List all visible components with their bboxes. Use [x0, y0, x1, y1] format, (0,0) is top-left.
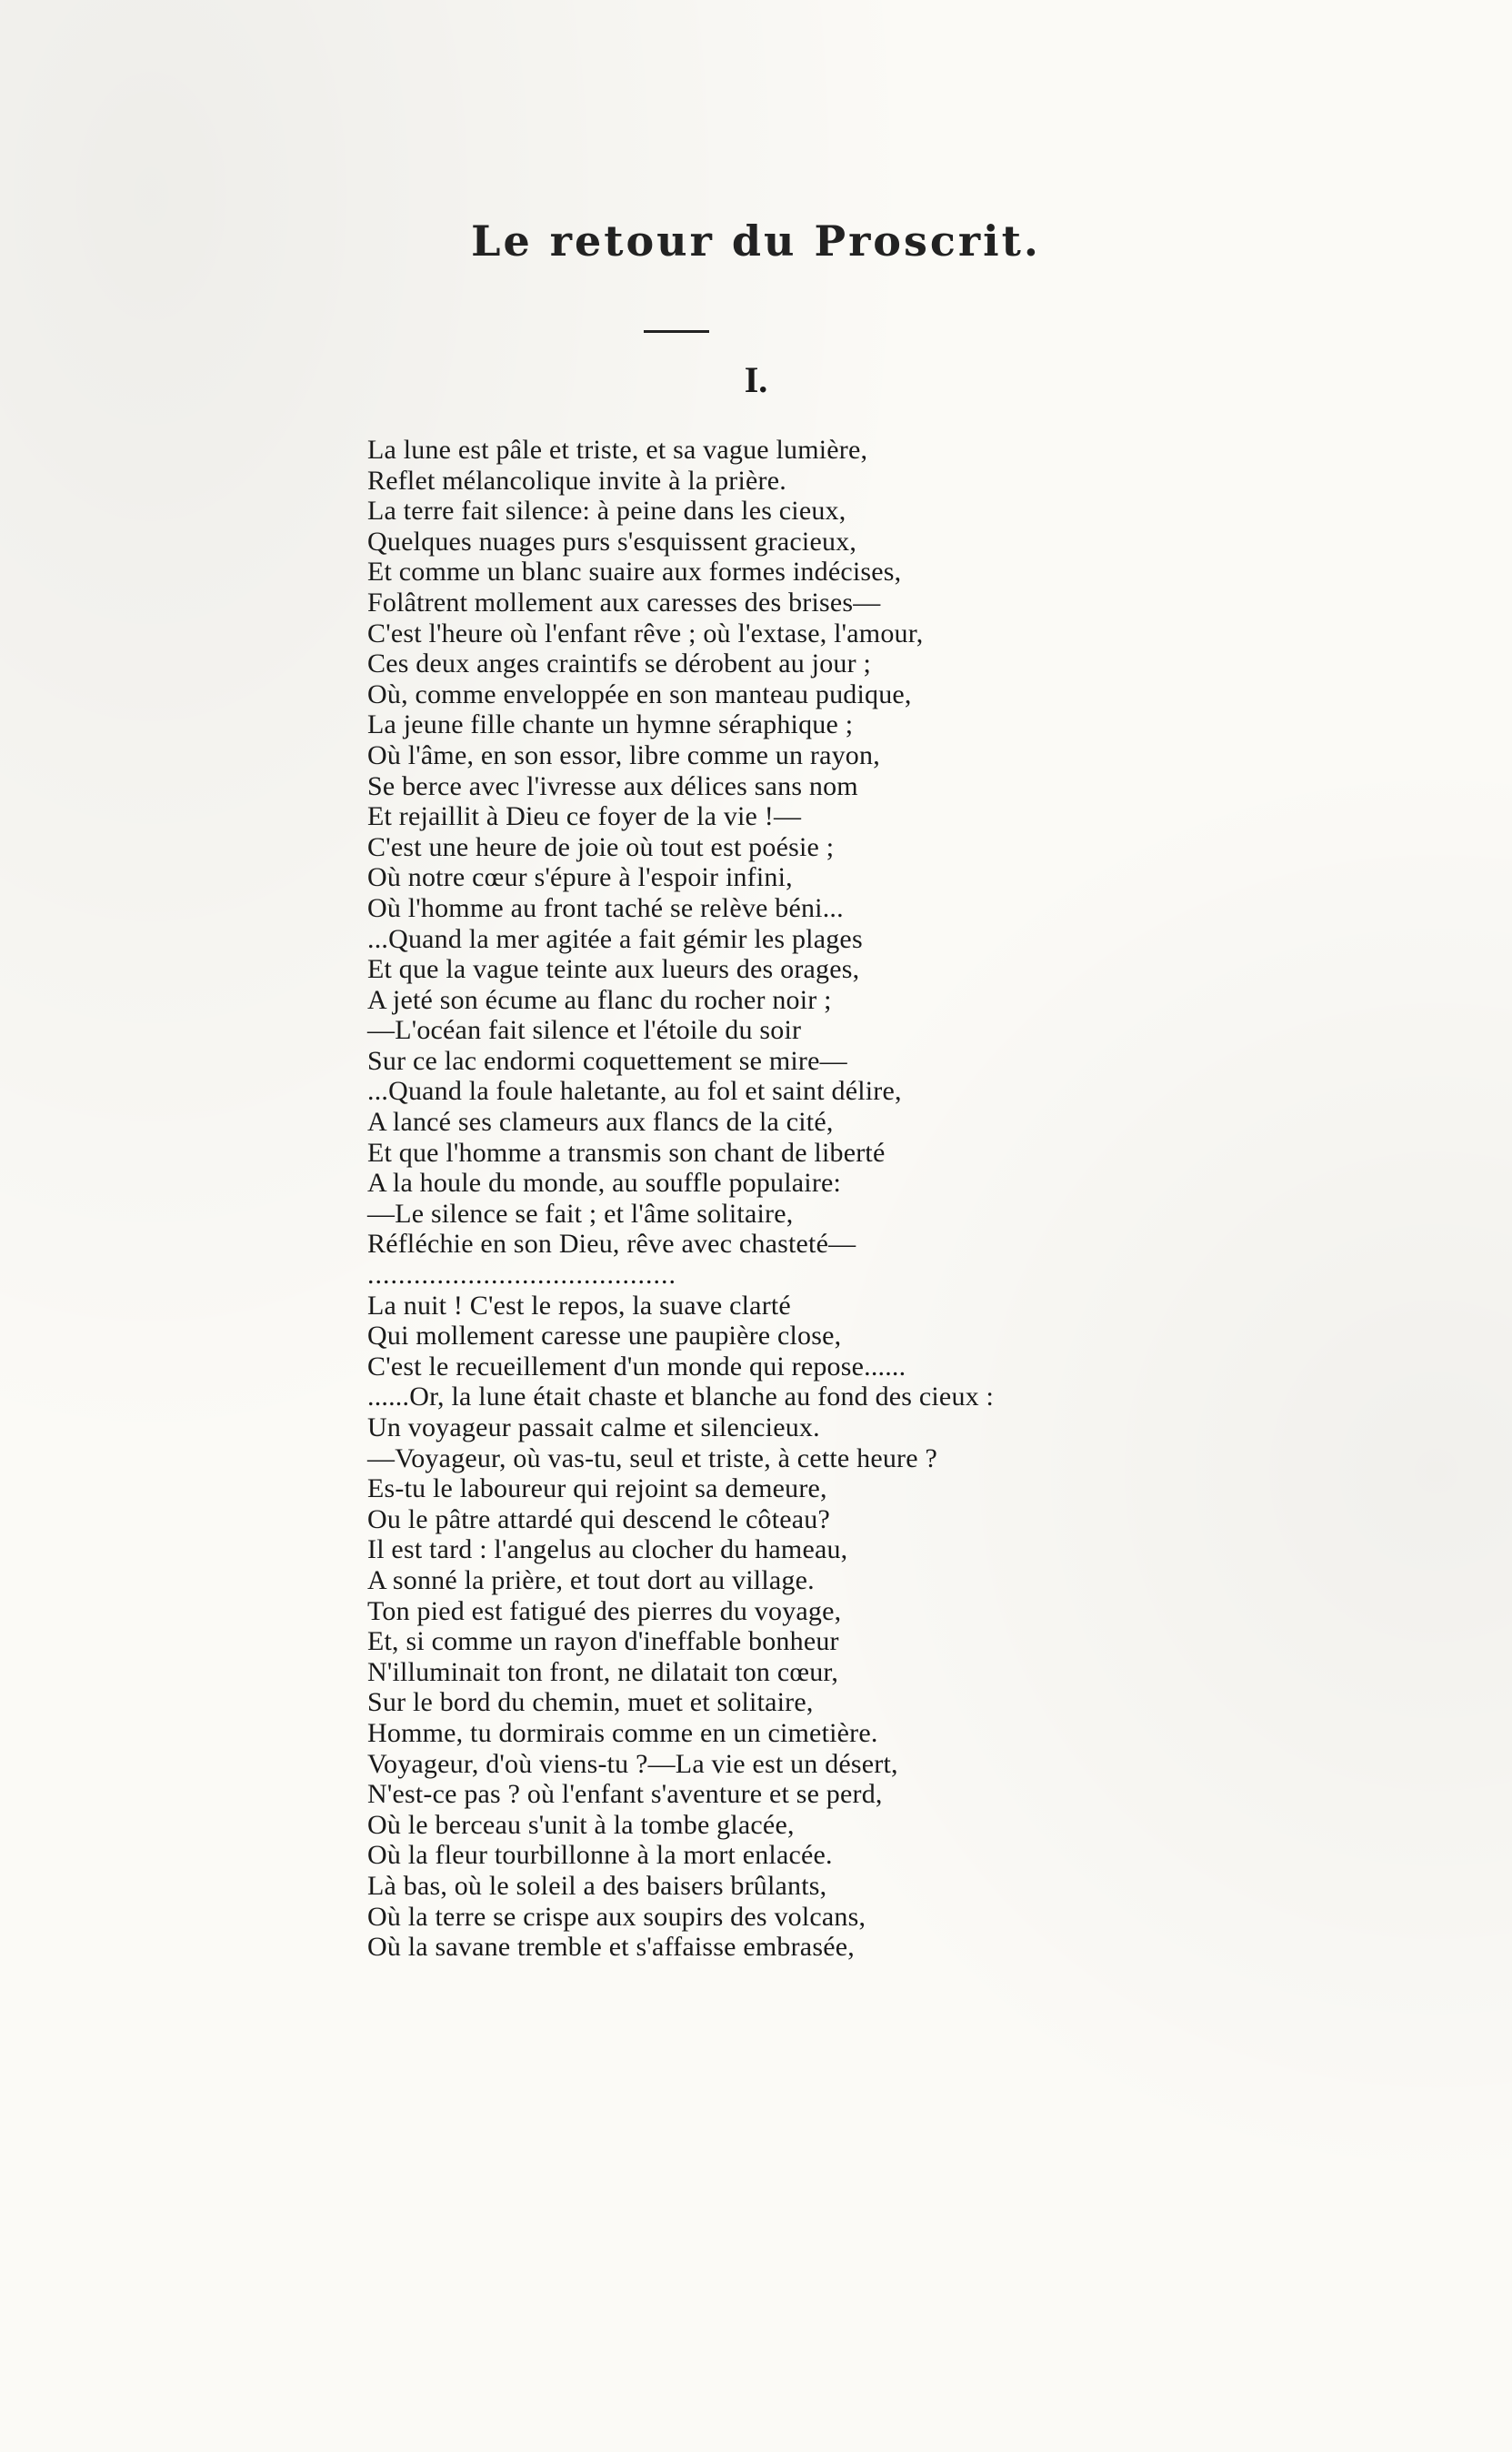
- verse-line: Réfléchie en son Dieu, rêve avec chasteté—: [367, 1229, 856, 1260]
- verse-line: Et rejaillit à Dieu ce foyer de la vie !—: [367, 801, 802, 832]
- title-divider: [644, 330, 709, 333]
- verse-line: Un voyageur passait calme et silencieux.: [367, 1412, 820, 1442]
- verse-line: Et que la vague teinte aux lueurs des orages,: [367, 954, 860, 985]
- verse-line: Où la savane tremble et s'affaisse embrasée,: [367, 1932, 855, 1963]
- verse-line: Qui mollement caresse une paupière close,: [367, 1321, 842, 1352]
- verse-line: A lancé ses clameurs aux flancs de la cité,: [367, 1107, 834, 1138]
- verse-line: Reflet mélancolique invite à la prière.: [367, 465, 786, 496]
- verse-line: Ou le pâtre attardé qui descend le côteau?: [367, 1503, 830, 1534]
- verse-line: Et, si comme un rayon d'ineffable bonheur: [367, 1626, 839, 1657]
- verse-line: C'est une heure de joie où tout est poésie ;: [367, 831, 835, 862]
- verse-line: N'est-ce pas ? où l'enfant s'aventure et se perd,: [367, 1779, 883, 1810]
- verse-line: Où la fleur tourbillonne à la mort enlacée.: [367, 1840, 833, 1871]
- verse-line: Voyageur, d'où viens-tu ?—La vie est un désert,: [367, 1748, 898, 1779]
- verse-line: C'est l'heure où l'enfant rêve ; où l'extase, l'amour,: [367, 618, 924, 648]
- verse-line: La jeune fille chante un hymne séraphique ;: [367, 709, 854, 740]
- verse-line: ...Quand la mer agitée a fait gémir les plages: [367, 923, 863, 954]
- verse-line: Où la terre se crispe aux soupirs des volcans,: [367, 1901, 866, 1932]
- verse-line: —Voyageur, où vas-tu, seul et triste, à cette heure ?: [367, 1442, 937, 1473]
- poem-body: [367, 435, 1204, 1963]
- verse-line: La nuit ! C'est le repos, la suave clarté: [367, 1290, 791, 1321]
- verse-line: Où l'homme au front taché se relève béni...: [367, 892, 844, 923]
- verse-line: Où l'âme, en son essor, libre comme un rayon,: [367, 739, 880, 770]
- verse-line: —Le silence se fait ; et l'âme solitaire,: [367, 1198, 794, 1229]
- verse-line: Où notre cœur s'épure à l'espoir infini,: [367, 862, 793, 893]
- verse-line: Et comme un blanc suaire aux formes indécises,: [367, 557, 902, 588]
- verse-line: Quelques nuages purs s'esquissent gracieux,: [367, 526, 857, 557]
- verse-line: Se berce avec l'ivresse aux délices sans nom: [367, 770, 858, 801]
- verse-line: N'illuminait ton front, ne dilatait ton cœur,: [367, 1656, 839, 1687]
- verse-line: Et que l'homme a transmis son chant de liberté: [367, 1137, 886, 1168]
- verse-line: Là bas, où le soleil a des baisers brûlants,: [367, 1870, 827, 1901]
- verse-line: A sonné la prière, et tout dort au village.: [367, 1564, 815, 1595]
- verse-line: Ces deux anges craintifs se dérobent au jour ;: [367, 648, 872, 679]
- section-number: I.: [744, 359, 768, 400]
- verse-line: —L'océan fait silence et l'étoile du soir: [367, 1015, 802, 1046]
- verse-line: C'est le recueillement d'un monde qui repose......: [367, 1351, 906, 1382]
- verse-line: A la houle du monde, au souffle populaire:: [367, 1168, 842, 1199]
- poem-title: Le retour du Proscrit.: [471, 216, 1041, 266]
- verse-line: Où le berceau s'unit à la tombe glacée,: [367, 1809, 795, 1840]
- verse-line: Où, comme enveloppée en son manteau pudique,: [367, 678, 912, 709]
- verse-line: ...Quand la foule haletante, au fol et saint délire,: [367, 1076, 902, 1107]
- verse-line: Sur ce lac endormi coquettement se mire—: [367, 1045, 847, 1076]
- verse-line: Ton pied est fatigué des pierres du voyage,: [367, 1595, 842, 1626]
- verse-line: La terre fait silence: à peine dans les cieux,: [367, 496, 846, 527]
- verse-line: Sur le bord du chemin, muet et solitaire,: [367, 1687, 814, 1718]
- verse-line: Folâtrent mollement aux caresses des brises—: [367, 587, 881, 618]
- verse-line: A jeté son écume au flanc du rocher noir ;: [367, 984, 832, 1015]
- verse-line: Il est tard : l'angelus au clocher du hameau,: [367, 1534, 848, 1565]
- verse-line: La lune est pâle et triste, et sa vague lumière,: [367, 435, 868, 465]
- verse-line: Es-tu le laboureur qui rejoint sa demeure,: [367, 1473, 827, 1504]
- verse-line: ........................................: [367, 1260, 676, 1291]
- verse-line: Homme, tu dormirais comme en un cimetière.: [367, 1717, 878, 1748]
- verse-line: ......Or, la lune était chaste et blanche au fond des cieux :: [367, 1382, 995, 1412]
